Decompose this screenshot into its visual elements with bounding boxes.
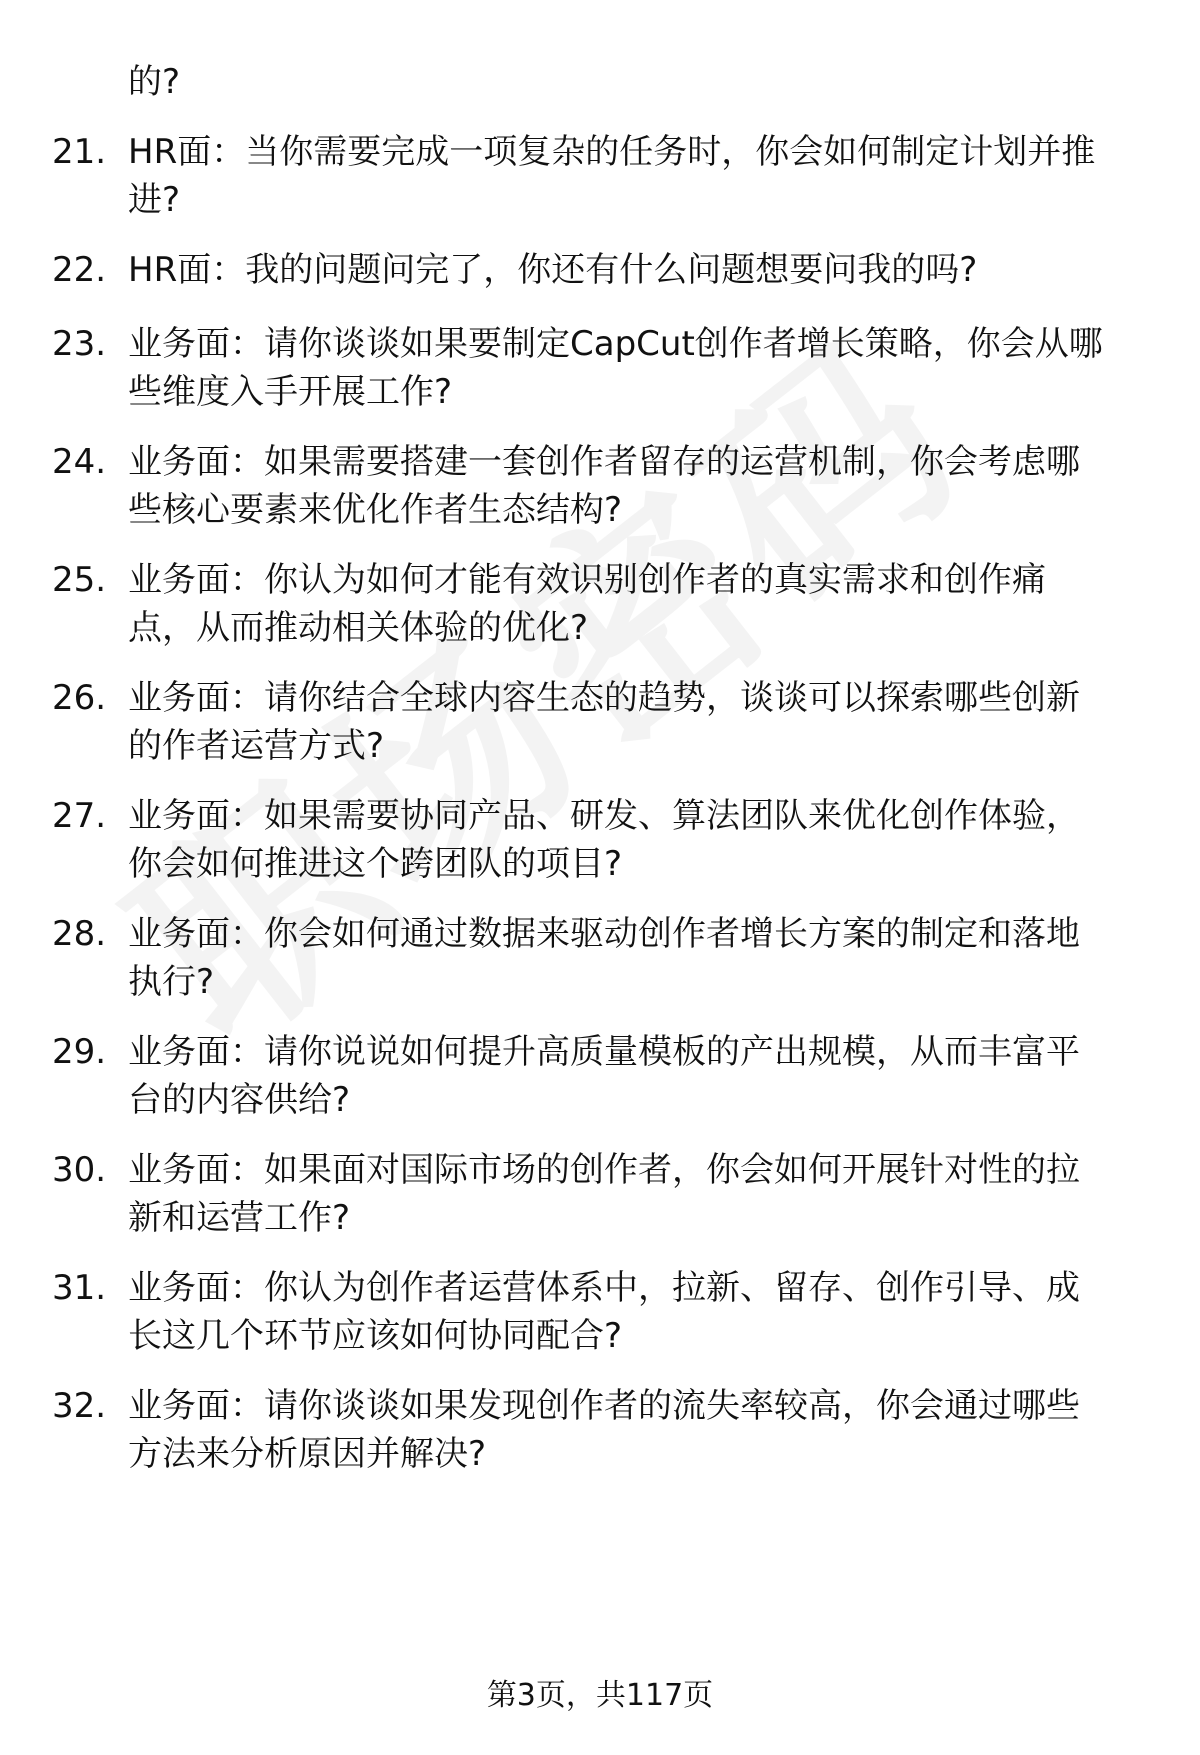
continued-question-tail: 的? <box>128 62 181 102</box>
question-number: 25. <box>52 560 107 600</box>
question-text: 业务面：请你谈谈如果要制定CapCut创作者增长策略，你会从哪 些维度入手开展工作? <box>128 324 1103 412</box>
question-text: 业务面：你认为创作者运营体系中，拉新、留存、创作引导、成 长这几个环节应该如何协同配合? <box>128 1268 1080 1356</box>
question-text: 业务面：请你谈谈如果发现创作者的流失率较高，你会通过哪些 方法来分析原因并解决? <box>128 1386 1080 1474</box>
question-number: 23. <box>52 324 107 364</box>
question-text: 业务面：如果面对国际市场的创作者，你会如何开展针对性的拉 新和运营工作? <box>128 1150 1080 1238</box>
question-number: 30. <box>52 1150 107 1190</box>
question-number: 21. <box>52 132 107 172</box>
question-text: 业务面：如果需要搭建一套创作者留存的运营机制，你会考虑哪 些核心要素来优化作者生态结构? <box>128 442 1080 530</box>
question-text: 业务面：请你结合全球内容生态的趋势，谈谈可以探索哪些创新 的作者运营方式? <box>128 678 1080 766</box>
question-text: 业务面：请你说说如何提升高质量模板的产出规模，从而丰富平 台的内容供给? <box>128 1032 1080 1120</box>
question-text: 业务面：你会如何通过数据来驱动创作者增长方案的制定和落地 执行? <box>128 914 1080 1002</box>
page-footer: 第3页，共117页 <box>486 1678 714 1713</box>
question-number: 29. <box>52 1032 107 1072</box>
question-number: 26. <box>52 678 107 718</box>
question-text: HR面：当你需要完成一项复杂的任务时，你会如何制定计划并推 进? <box>128 132 1096 220</box>
question-text: HR面：我的问题问完了，你还有什么问题想要问我的吗? <box>128 250 978 290</box>
question-text: 业务面：你认为如何才能有效识别创作者的真实需求和创作痛 点，从而推动相关体验的优化? <box>128 560 1046 648</box>
question-number: 22. <box>52 250 107 290</box>
question-text: 业务面：如果需要协同产品、研发、算法团队来优化创作体验， 你会如何推进这个跨团队的项目? <box>128 796 1080 884</box>
question-number: 32. <box>52 1386 107 1426</box>
question-number: 24. <box>52 442 107 482</box>
question-number: 27. <box>52 796 107 836</box>
question-number: 28. <box>52 914 107 954</box>
question-number: 31. <box>52 1268 107 1308</box>
